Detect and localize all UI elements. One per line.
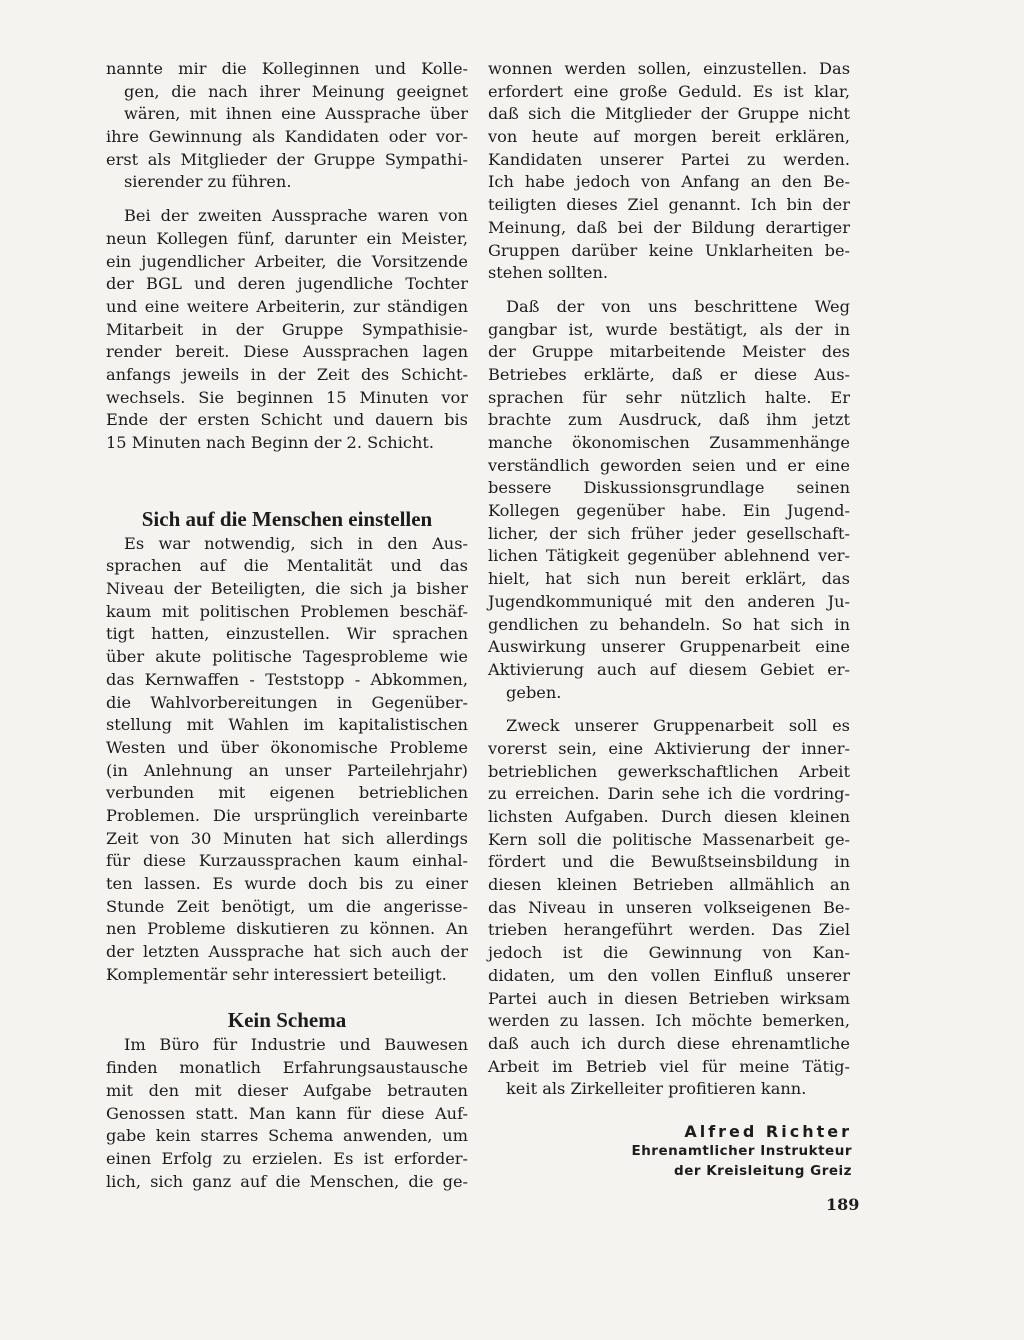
text-line: Ende der ersten Schicht und dauern bis xyxy=(106,410,468,430)
text-line: Ich habe jedoch von Anfang an den Be- xyxy=(488,172,850,192)
text-line: Im Büro für Industrie und Bauwesen xyxy=(124,1035,468,1055)
text-line: erst als Mitglieder der Gruppe Sympathi- xyxy=(106,149,468,169)
text-line: Niveau der Beteiligten, die sich ja bisher xyxy=(106,579,468,599)
text-line: lichen Tätigkeit gegenüber ablehnend ver- xyxy=(488,546,850,566)
paragraph xyxy=(106,533,468,987)
text-line: lichsten Aufgaben. Durch diesen kleinen xyxy=(488,807,850,826)
paragraph xyxy=(106,1034,468,1193)
text-line: der Gruppe mitarbeitende Meister des xyxy=(488,342,850,362)
text-line: 15 Minuten nach Beginn der 2. Schicht. xyxy=(106,433,435,452)
text-line: Gruppen darüber keine Unklarheiten be- xyxy=(488,240,850,260)
text-line: Meinung, daß bei der Bildung derartiger xyxy=(488,217,850,237)
page-number: 189 xyxy=(826,1195,860,1214)
text-line: tigt hatten, einzustellen. Wir sprachen xyxy=(106,624,468,644)
paragraph xyxy=(488,715,850,1101)
text-line: wechsels. Sie beginnen 15 Minuten vor xyxy=(106,387,468,407)
text-line: für diese Kurzaussprachen kaum einhal- xyxy=(106,851,468,871)
text-line: neun Kollegen fünf, darunter ein Meister, xyxy=(106,228,468,248)
text-line: der BGL und deren jugendliche Tochter xyxy=(106,274,468,294)
text-line: Stunde Zeit benötigt, um die angerisse- xyxy=(106,896,468,916)
text-line: werden zu lassen. Ich möchte bemerken, xyxy=(488,1011,850,1031)
text-line: licher, der sich früher jeder gesellschaft- xyxy=(488,523,850,543)
text-line: mit den mit dieser Aufgabe betrauten xyxy=(106,1080,468,1100)
text-line: Betriebes erklärte, daß er diese Aus- xyxy=(488,364,850,384)
author-title: Ehrenamtlicher Instrukteur xyxy=(631,1143,852,1159)
text-line: vorerst sein, eine Aktivierung der inner- xyxy=(488,738,850,758)
text-line: Kern soll die politische Massenarbeit ge- xyxy=(488,829,850,849)
text-line: trieben herangeführt werden. Das Ziel xyxy=(488,920,850,940)
text-line: einen Erfolg zu erzielen. Es ist erforder- xyxy=(106,1148,468,1168)
text-line: Mitarbeit in der Gruppe Sympathisie- xyxy=(106,319,468,339)
author-affiliation: der Kreisleitung Greiz xyxy=(674,1163,852,1179)
text-line: das Niveau in unseren volkseigenen Be- xyxy=(488,897,850,917)
text-line: anfangs jeweils in der Zeit des Schicht- xyxy=(106,364,468,384)
text-line: verbunden mit eigenen betrieblichen xyxy=(106,783,468,803)
text-line: daß sich die Mitglieder der Gruppe nicht xyxy=(488,104,850,124)
text-line: nen Probleme diskutieren zu können. An xyxy=(106,919,468,939)
text-line: verständlich geworden seien und er eine xyxy=(488,455,850,475)
text-line: erfordert eine große Geduld. Es ist klar, xyxy=(488,81,850,101)
text-line: über akute politische Tagesprobleme wie xyxy=(106,647,468,667)
text-line: gabe kein starres Schema anwenden, um xyxy=(106,1126,468,1146)
text-line: Jugendkommuniqué mit den anderen Ju- xyxy=(488,591,850,611)
text-line: sierender zu führen. xyxy=(124,172,292,192)
text-line: Problemen. Die ursprünglich vereinbarte xyxy=(106,805,468,825)
text-line: Partei auch in diesen Betrieben wirksam xyxy=(488,988,850,1008)
text-line: keit als Zirkelleiter profitieren kann. xyxy=(506,1079,807,1099)
text-line: brachte zum Ausdruck, daß ihm jetzt xyxy=(488,410,850,430)
text-line: manche ökonomischen Zusammenhänge xyxy=(488,433,850,452)
text-line: das Kernwaffen - Teststopp - Abkommen, xyxy=(106,669,468,689)
paragraph xyxy=(106,58,468,194)
left-column xyxy=(106,58,468,1193)
text-line: hielt, hat sich nun bereit erklärt, das xyxy=(488,569,850,589)
text-line: didaten, um den vollen Einfluß unserer xyxy=(488,965,850,985)
text-line: stehen sollten. xyxy=(488,263,609,283)
text-line: von heute auf morgen bereit erklären, xyxy=(488,127,850,147)
text-line: Genossen statt. Man kann für diese Auf- xyxy=(106,1103,468,1123)
text-line: Westen und über ökonomische Probleme xyxy=(106,737,468,757)
text-line: Zweck unserer Gruppenarbeit soll es xyxy=(506,716,850,736)
text-line: lich, sich ganz auf die Menschen, die ge- xyxy=(106,1171,468,1191)
text-line: ihre Gewinnung als Kandidaten oder vor- xyxy=(106,127,468,147)
text-line: ten lassen. Es wurde doch bis zu einer xyxy=(106,874,468,893)
paragraph xyxy=(488,58,850,285)
text-line: kaum mit politischen Problemen beschäf- xyxy=(106,601,468,621)
text-line: Daß der von uns beschrittene Weg xyxy=(506,296,850,316)
text-line: Kollegen gegenüber habe. Ein Jugend- xyxy=(488,501,850,521)
text-line: geben. xyxy=(506,682,562,702)
paragraph xyxy=(488,296,850,704)
text-line: der letzten Aussprache hat sich auch der xyxy=(106,942,468,962)
text-line: Komplementär sehr interessiert beteiligt. xyxy=(106,964,447,984)
text-line: render bereit. Diese Aussprachen lagen xyxy=(106,342,468,362)
text-line: sprachen für sehr nützlich halte. Er xyxy=(488,387,850,407)
text-line: nannte mir die Kolleginnen und Kolle- xyxy=(106,59,468,78)
text-line: Zeit von 30 Minuten hat sich allerdings xyxy=(106,828,468,848)
text-line: daß auch ich durch diese ehrenamtliche xyxy=(488,1033,850,1053)
text-line: jedoch ist die Gewinnung von Kan- xyxy=(488,943,850,963)
text-line: diesen kleinen Betrieben allmählich an xyxy=(488,875,850,895)
text-line: Aktivierung auch auf diesem Gebiet er- xyxy=(488,659,850,679)
text-line: bessere Diskussionsgrundlage seinen xyxy=(488,478,850,498)
text-line: sprachen auf die Mentalität und das xyxy=(106,556,468,576)
text-line: betrieblichen gewerkschaftlichen Arbeit xyxy=(488,761,850,781)
text-line: die Wahlvorbereitungen in Gegenüber- xyxy=(106,692,468,712)
text-line: Arbeit im Betrieb viel für meine Tätig- xyxy=(488,1056,850,1076)
section-heading: Sich auf die Menschen einstellen xyxy=(141,506,433,531)
text-line: gen, die nach ihrer Meinung geeignet xyxy=(124,81,468,101)
section-heading: Kein Schema xyxy=(227,1008,347,1033)
text-line: gendlichen zu behandeln. So hat sich in xyxy=(488,614,850,634)
text-line: Es war notwendig, sich in den Aus- xyxy=(124,533,468,553)
text-line: gangbar ist, wurde bestätigt, als der in xyxy=(488,319,850,339)
text-line: wären, mit ihnen eine Aussprache über xyxy=(124,104,468,124)
author-name: Alfred Richter xyxy=(684,1122,852,1141)
text-line: Kandidaten unserer Partei zu werden. xyxy=(488,149,850,169)
text-line: ein jugendlicher Arbeiter, die Vorsitzende xyxy=(106,251,468,271)
text-line: Bei der zweiten Aussprache waren von xyxy=(124,206,468,226)
text-line: und eine weitere Arbeiterin, zur ständigen xyxy=(106,296,468,316)
right-column xyxy=(488,58,850,1101)
text-line: finden monatlich Erfahrungsaustausche xyxy=(106,1058,468,1078)
paragraph xyxy=(106,205,468,455)
text-line: teiligten dieses Ziel genannt. Ich bin der xyxy=(488,195,850,215)
text-line: stellung mit Wahlen im kapitalistischen xyxy=(106,715,468,735)
text-line: Auswirkung unserer Gruppenarbeit eine xyxy=(488,637,850,657)
text-line: wonnen werden sollen, einzustellen. Das xyxy=(488,59,850,78)
text-line: zu erreichen. Darin sehe ich die vordring- xyxy=(488,784,850,804)
text-line: (in Anlehnung an unser Parteilehrjahr) xyxy=(106,760,468,780)
text-line: fördert und die Bewußtseinsbildung in xyxy=(488,852,850,872)
